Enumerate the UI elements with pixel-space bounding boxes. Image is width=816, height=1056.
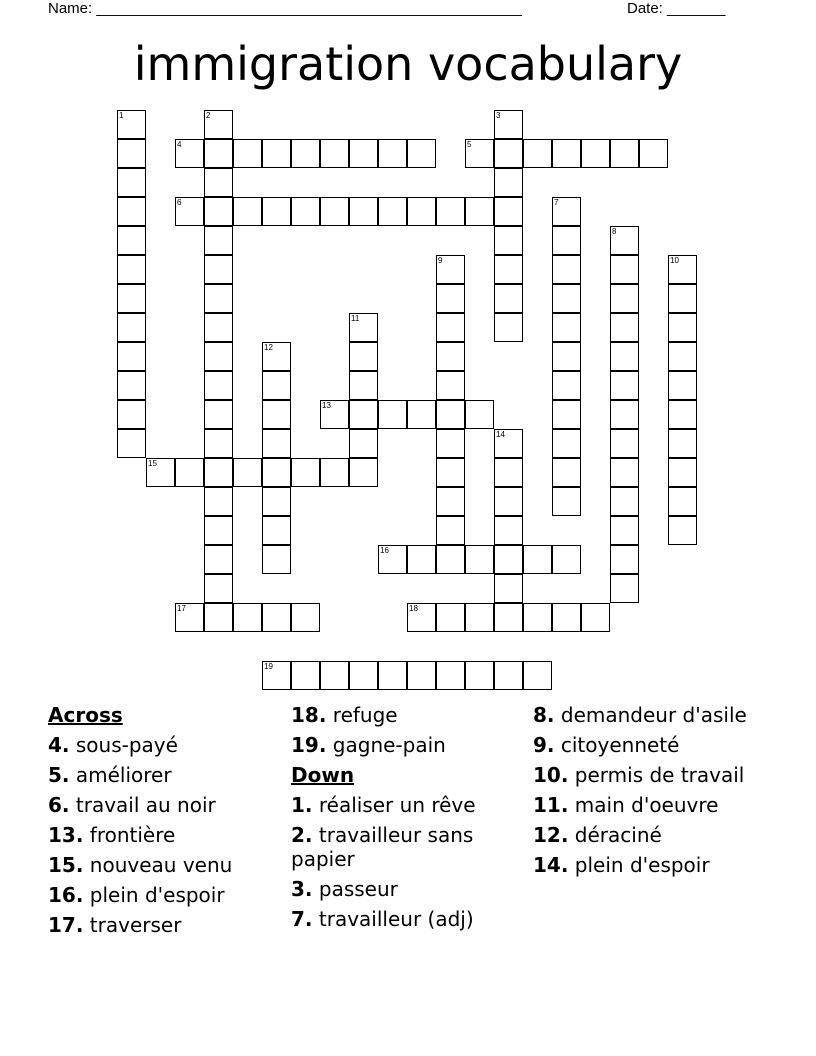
- clues-column-2: [291, 703, 526, 937]
- clue-number-13: 13: [322, 401, 331, 410]
- grid-cell[interactable]: [436, 458, 465, 487]
- grid-cell[interactable]: [204, 197, 233, 226]
- grid-cell[interactable]: [407, 197, 436, 226]
- grid-cell[interactable]: [204, 255, 233, 284]
- grid-cell[interactable]: [349, 197, 378, 226]
- grid-cell[interactable]: [552, 400, 581, 429]
- grid-cell[interactable]: [204, 603, 233, 632]
- grid-cell[interactable]: [233, 458, 262, 487]
- clue-number-18: 18: [409, 604, 418, 613]
- grid-cell[interactable]: [407, 139, 436, 168]
- grid-cell[interactable]: [407, 400, 436, 429]
- grid-cell[interactable]: [465, 545, 494, 574]
- grid-cell[interactable]: [117, 139, 146, 168]
- clue-down-14: 14. plein d'espoir: [533, 853, 710, 877]
- grid-cell[interactable]: [581, 139, 610, 168]
- grid-cell[interactable]: [610, 255, 639, 284]
- clue-number-4: 4: [177, 140, 182, 149]
- grid-cell[interactable]: [117, 429, 146, 458]
- grid-cell[interactable]: [436, 545, 465, 574]
- grid-cell[interactable]: [117, 313, 146, 342]
- grid-cell[interactable]: [262, 458, 291, 487]
- grid-cell[interactable]: [668, 516, 697, 545]
- grid-cell[interactable]: [465, 661, 494, 690]
- grid-cell[interactable]: [436, 487, 465, 516]
- grid-cell[interactable]: [175, 458, 204, 487]
- grid-cell[interactable]: [494, 255, 523, 284]
- grid-cell[interactable]: [349, 429, 378, 458]
- clue-down-8: 8. demandeur d'asile: [533, 703, 747, 727]
- grid-cell[interactable]: [204, 342, 233, 371]
- grid-cell[interactable]: [320, 197, 349, 226]
- grid-cell[interactable]: [204, 313, 233, 342]
- page-title: immigration vocabulary: [133, 37, 683, 91]
- grid-cell[interactable]: [204, 487, 233, 516]
- grid-cell[interactable]: [233, 197, 262, 226]
- grid-cell[interactable]: [668, 487, 697, 516]
- grid-cell[interactable]: [668, 458, 697, 487]
- grid-cell[interactable]: [436, 342, 465, 371]
- grid-cell[interactable]: [233, 603, 262, 632]
- grid-cell[interactable]: [349, 661, 378, 690]
- clue-number-15: 15: [148, 459, 157, 468]
- grid-cell[interactable]: [204, 226, 233, 255]
- grid-cell[interactable]: [552, 226, 581, 255]
- grid-cell[interactable]: [436, 284, 465, 313]
- grid-cell[interactable]: [610, 516, 639, 545]
- grid-cell[interactable]: [262, 371, 291, 400]
- grid-cell[interactable]: [494, 197, 523, 226]
- grid-cell[interactable]: [494, 487, 523, 516]
- grid-cell[interactable]: [436, 313, 465, 342]
- grid-cell[interactable]: [552, 313, 581, 342]
- grid-cell[interactable]: [668, 284, 697, 313]
- grid-cell[interactable]: [494, 545, 523, 574]
- grid-cell[interactable]: [436, 429, 465, 458]
- grid-cell[interactable]: [465, 603, 494, 632]
- across-heading: Across: [48, 703, 123, 727]
- grid-cell[interactable]: [639, 139, 668, 168]
- grid-cell[interactable]: [523, 139, 552, 168]
- grid-cell[interactable]: [204, 458, 233, 487]
- grid-cell[interactable]: [552, 139, 581, 168]
- grid-cell[interactable]: [378, 197, 407, 226]
- grid-cell[interactable]: [610, 574, 639, 603]
- clue-across-4: 4. sous-payé: [48, 733, 178, 757]
- grid-cell[interactable]: [552, 284, 581, 313]
- grid-cell[interactable]: [233, 139, 262, 168]
- grid-cell[interactable]: [581, 603, 610, 632]
- grid-cell[interactable]: [262, 603, 291, 632]
- grid-cell[interactable]: [436, 603, 465, 632]
- grid-cell[interactable]: [407, 661, 436, 690]
- grid-cell[interactable]: [610, 487, 639, 516]
- grid-cell[interactable]: [523, 661, 552, 690]
- clue-across-13: 13. frontière: [48, 823, 176, 847]
- grid-cell[interactable]: [610, 139, 639, 168]
- grid-cell[interactable]: [552, 342, 581, 371]
- clue-number-16: 16: [380, 546, 389, 555]
- grid-cell[interactable]: [436, 197, 465, 226]
- clue-number-8: 8: [612, 227, 617, 236]
- grid-cell[interactable]: [668, 342, 697, 371]
- grid-cell[interactable]: [610, 429, 639, 458]
- grid-cell[interactable]: [668, 429, 697, 458]
- grid-cell[interactable]: [436, 371, 465, 400]
- grid-cell[interactable]: [117, 371, 146, 400]
- grid-cell[interactable]: [610, 342, 639, 371]
- grid-cell[interactable]: [552, 603, 581, 632]
- grid-cell[interactable]: [436, 516, 465, 545]
- grid-cell[interactable]: [117, 197, 146, 226]
- clue-number-12: 12: [264, 343, 273, 352]
- grid-cell[interactable]: [378, 400, 407, 429]
- grid-cell[interactable]: [552, 255, 581, 284]
- clue-across-16: 16. plein d'espoir: [48, 883, 225, 907]
- grid-cell[interactable]: [494, 168, 523, 197]
- grid-cell[interactable]: [349, 371, 378, 400]
- clue-across-19: 19. gagne-pain: [291, 733, 446, 757]
- clue-down-10: 10. permis de travail: [533, 763, 745, 787]
- clue-number-6: 6: [177, 198, 182, 207]
- grid-cell[interactable]: [204, 168, 233, 197]
- clue-down-3: 3. passeur: [291, 877, 398, 901]
- grid-cell[interactable]: [320, 458, 349, 487]
- clue-number-10: 10: [670, 256, 679, 265]
- grid-cell[interactable]: [378, 139, 407, 168]
- grid-cell[interactable]: [204, 371, 233, 400]
- grid-cell[interactable]: [117, 255, 146, 284]
- grid-cell[interactable]: [610, 545, 639, 574]
- clue-number-17: 17: [177, 604, 186, 613]
- grid-cell[interactable]: [494, 226, 523, 255]
- date-field-label: Date: _______: [627, 0, 726, 17]
- grid-cell[interactable]: [552, 429, 581, 458]
- grid-cell[interactable]: [291, 661, 320, 690]
- down-heading: Down: [291, 763, 355, 787]
- grid-cell[interactable]: [610, 313, 639, 342]
- grid-cell[interactable]: [494, 139, 523, 168]
- clue-across-15: 15. nouveau venu: [48, 853, 233, 877]
- clue-across-18: 18. refuge: [291, 703, 398, 727]
- grid-cell[interactable]: [494, 516, 523, 545]
- clue-number-3: 3: [496, 111, 501, 120]
- grid-cell[interactable]: [291, 139, 320, 168]
- clue-number-19: 19: [264, 662, 273, 671]
- name-field-label: Name: ___________________________________________________: [48, 0, 522, 17]
- grid-cell[interactable]: [262, 516, 291, 545]
- clue-number-14: 14: [496, 430, 505, 439]
- grid-cell[interactable]: [262, 400, 291, 429]
- grid-cell[interactable]: [494, 603, 523, 632]
- grid-cell[interactable]: [465, 197, 494, 226]
- grid-cell[interactable]: [436, 661, 465, 690]
- clue-down-11: 11. main d'oeuvre: [533, 793, 719, 817]
- grid-cell[interactable]: [204, 139, 233, 168]
- clues-column-3: [533, 703, 763, 883]
- grid-cell[interactable]: [320, 139, 349, 168]
- grid-cell[interactable]: [204, 574, 233, 603]
- clue-across-17: 17. traverser: [48, 913, 182, 937]
- clue-number-7: 7: [554, 198, 559, 207]
- grid-cell[interactable]: [610, 371, 639, 400]
- grid-cell[interactable]: [494, 574, 523, 603]
- grid-cell[interactable]: [668, 400, 697, 429]
- grid-cell[interactable]: [552, 371, 581, 400]
- grid-cell[interactable]: [494, 458, 523, 487]
- clue-down-2: 2. travailleur sans papier: [291, 823, 474, 871]
- clues-column-1: [48, 703, 283, 943]
- grid-cell[interactable]: [610, 400, 639, 429]
- grid-cell[interactable]: [465, 400, 494, 429]
- grid-cell[interactable]: [552, 545, 581, 574]
- grid-cell[interactable]: [204, 545, 233, 574]
- grid-cell[interactable]: [291, 603, 320, 632]
- grid-cell[interactable]: [610, 458, 639, 487]
- grid-cell[interactable]: [668, 371, 697, 400]
- grid-cell[interactable]: [494, 284, 523, 313]
- grid-cell[interactable]: [610, 284, 639, 313]
- grid-cell[interactable]: [204, 400, 233, 429]
- clue-across-5: 5. améliorer: [48, 763, 172, 787]
- clue-down-1: 1. réaliser un rêve: [291, 793, 476, 817]
- grid-cell[interactable]: [262, 429, 291, 458]
- grid-cell[interactable]: [407, 545, 436, 574]
- grid-cell[interactable]: [436, 400, 465, 429]
- grid-cell[interactable]: [320, 661, 349, 690]
- grid-cell[interactable]: [262, 487, 291, 516]
- grid-cell[interactable]: [349, 139, 378, 168]
- grid-cell[interactable]: [204, 516, 233, 545]
- clue-across-6: 6. travail au noir: [48, 793, 216, 817]
- grid-cell[interactable]: [349, 342, 378, 371]
- grid-cell[interactable]: [117, 342, 146, 371]
- grid-cell[interactable]: [117, 284, 146, 313]
- grid-cell[interactable]: [291, 458, 320, 487]
- clue-down-7: 7. travailleur (adj): [291, 907, 474, 931]
- grid-cell[interactable]: [204, 429, 233, 458]
- grid-cell[interactable]: [494, 661, 523, 690]
- clue-number-1: 1: [119, 111, 124, 120]
- grid-cell[interactable]: [523, 545, 552, 574]
- clue-number-2: 2: [206, 111, 211, 120]
- grid-cell[interactable]: [291, 197, 320, 226]
- grid-cell[interactable]: [117, 226, 146, 255]
- clue-number-9: 9: [438, 256, 443, 265]
- grid-cell[interactable]: [262, 197, 291, 226]
- grid-cell[interactable]: [349, 458, 378, 487]
- grid-cell[interactable]: [494, 313, 523, 342]
- grid-cell[interactable]: [262, 545, 291, 574]
- clue-number-11: 11: [351, 314, 360, 323]
- grid-cell[interactable]: [117, 400, 146, 429]
- grid-cell[interactable]: [262, 139, 291, 168]
- grid-cell[interactable]: [552, 458, 581, 487]
- grid-cell[interactable]: [117, 168, 146, 197]
- grid-cell[interactable]: [523, 603, 552, 632]
- clue-down-12: 12. déraciné: [533, 823, 662, 847]
- clue-down-9: 9. citoyenneté: [533, 733, 680, 757]
- grid-cell[interactable]: [668, 313, 697, 342]
- grid-cell[interactable]: [378, 661, 407, 690]
- grid-cell[interactable]: [204, 284, 233, 313]
- clue-number-5: 5: [467, 140, 472, 149]
- grid-cell[interactable]: [349, 400, 378, 429]
- grid-cell[interactable]: [552, 487, 581, 516]
